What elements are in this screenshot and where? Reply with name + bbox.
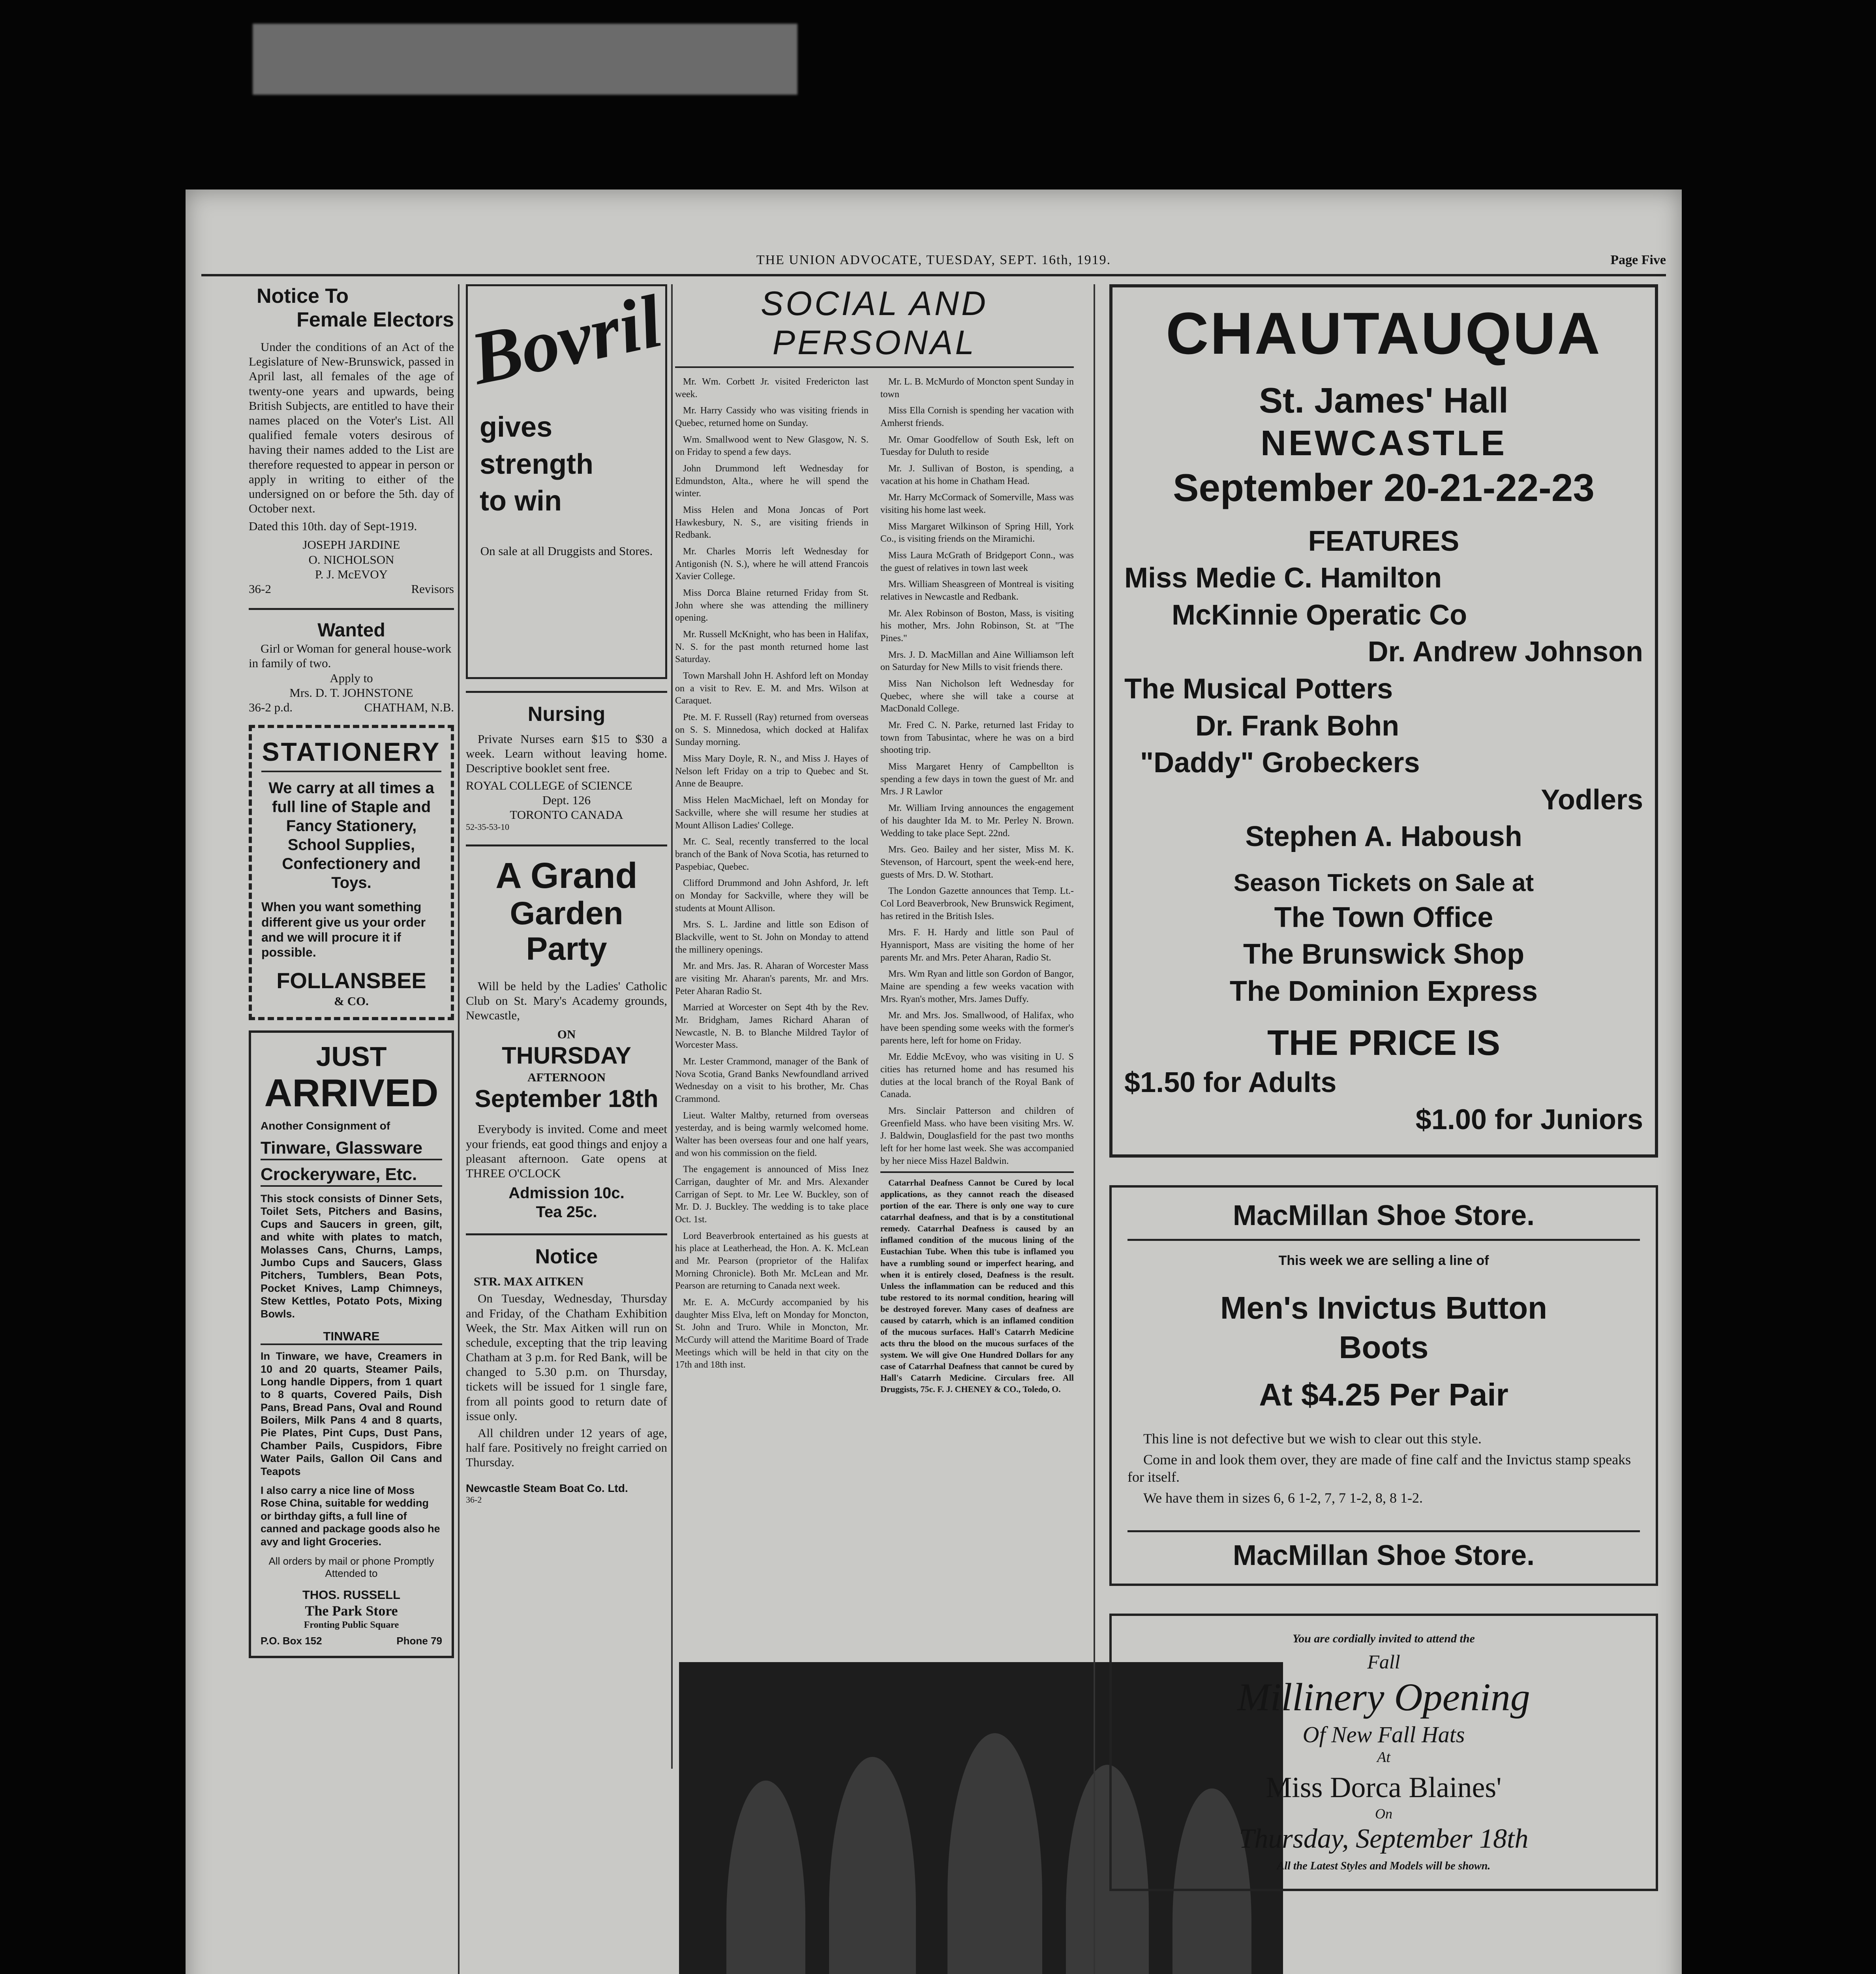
garden-on: ON [557,1027,576,1041]
store-phone: Phone 79 [396,1634,442,1647]
chautauqua-season: Season Tickets on Sale at [1233,869,1534,897]
social-item: Clifford Drummond and John Ashford, Jr. left on Monday for Sackville, where they will be students at Mount Allison. [675,878,869,914]
just-body: This stock consists of Dinner Sets, Toilet Sets, Pitchers and Basins, Cups and Saucers in green, gilt, and white with plates to match, Molasses Cans, Churns, Lamps, Jumbo Cups and Saucers, Glass Pitchers, Tumblers, Bean Pots, Pocket Knives, Lamp Chimneys, Stew Kettles, Potato Pots, Mixing Bowls. [261,1193,442,1320]
wanted-ad [249,608,454,715]
social-item: Lieut. Walter Maltby, returned from overseas yesterday, and is being warmly welcomed home. Walter has been overseas four and one half years, and won his commission on the field. [675,1110,869,1158]
social-item: Mrs. Geo. Bailey and her sister, Miss M. K. Stevenson, of Harcourt, spent the week-end here, guests of Mrs. D. W. Stothart. [880,844,1074,880]
social-item: Mr. Russell McKnight, who has been in Halifax, N. S. for the past month returned home last Saturday. [675,629,869,665]
steamboat-body-2: All children under 12 years of age, half fare. Positively no freight carried on Thursday. [466,1426,667,1469]
column-rule [1094,284,1095,1974]
catarrh-ad: Catarrhal Deafness Cannot be Cured by local applications, as they cannot reach the diseased portion of the ear. There is only one way to cure catarrhal deafness, and that is by a constitutional remedy. Catarrhal Deafness is caused by an inflamed condition of the mucous lining of the Eustachian Tube. When this tube is inflamed you have a rumbling sound or imperfect hearing, and when it is entirely closed, Deafness is the result. Unless the inflammation can be reduced and this tube restored to its normal condition, hearing will be destroyed forever. Many cases of deafness are caused by catarrh, which is an inflamed condition of the mucous surfaces. Hall's Catarrh Medicine acts thru the blood on the mucous surfaces of the system. We will give One Hundred Dollars for any case of Catarrhal Deafness that cannot be cured by Hall's Catarrh Medicine. Circulars free. All Druggists, 75c. F. J. CHENEY & CO., Toledo, O. [880,1171,1074,1395]
garden-date: September 18th [475,1085,658,1113]
newspaper-page [186,190,1682,1974]
social-item: Miss Nan Nicholson left Wednesday for Quebec, where she will take a course at MacDonald College. [880,679,1074,714]
social-item: Miss Helen and Mona Joncas of Port Hawkesbury, N. S., are visiting friends in Redbank. [675,505,869,540]
chautauqua-act: Dr. Frank Bohn [1195,710,1399,742]
just-title: JUST [316,1041,387,1072]
social-item: Mr. Omar Goodfellow of South Esk, left on Tuesday for Duluth to reside [880,434,1074,458]
chautauqua-ad [1109,284,1658,1158]
garden-body-2: Everybody is invited. Come and meet your friends, eat good things and enjoy a pleasant afternoon. Gate opens at THREE O'CLOCK [466,1122,667,1180]
social-right-column [880,376,1074,1399]
social-item: Miss Laura McGrath of Bridgeport Conn., was the guest of relatives in town last week [880,550,1074,573]
wanted-place: CHATHAM, N.B. [364,700,454,714]
chautauqua-junior: $1.00 for Juniors [1415,1103,1643,1135]
chautauqua-act: Yodlers [1541,784,1643,816]
signer: JOSEPH JARDINE [302,538,400,552]
macmillan-name: MacMillan Shoe Store. [1127,1199,1640,1241]
wanted-footer [249,700,454,715]
millinery-at: At [1377,1749,1390,1766]
millinery-of: Of New Fall Hats [1302,1722,1465,1748]
macmillan-p2: Come in and look them over, they are made of fine calf and the Invictus stamp speaks for itself. [1127,1452,1631,1485]
masthead: THE UNION ADVOCATE, TUESDAY, SEPT. 16th, 1919. [756,253,1111,267]
garden-title-1: A Grand [495,855,638,896]
chautauqua-hall: St. James' Hall [1259,381,1508,420]
tinware-body: In Tinware, we have, Creamers in 10 and 20 quarts, Steamer Pails, Long handle Dippers, from 1 quart to 8 quarts, Covered Pails, Dish Pans, Bread Pans, Oval and Round Boilers, Milk Pans 4 and 8 quarts, Pie Plates, Pint Cups, Dust Pans, Chamber Pails, Cuspidors, Fibre Water Pails, Gallon Oil Cans and Teapots [261,1350,442,1477]
steamboat-code: 36-2 [466,1495,482,1505]
chautauqua-act: The Musical Potters [1124,673,1393,705]
social-columns [675,376,1074,1399]
social-item: Mrs. J. D. MacMillan and Aine Williamson left on Saturday for New Mills to visit friends there. [880,649,1074,673]
millinery-fall: Fall [1367,1651,1400,1673]
stationery-body-2: When you want something different give us your order and we will procure it if possible. [261,900,426,960]
store-loc: Fronting Public Square [304,1619,399,1630]
just-goods-2: Crockeryware, Etc. [261,1164,442,1187]
notice-footer [249,582,454,596]
social-item: Mr. Wm. Corbett Jr. visited Fredericton last week. [675,377,869,400]
photo-figure [829,1757,916,1974]
stationery-ad [249,725,454,1020]
column-rule [671,284,673,1769]
social-item: Miss Margaret Henry of Campbellton is spending a few days in town the guest of Mr. and Mrs. J R Lawlor [880,762,1074,797]
signer: O. NICHOLSON [308,552,394,567]
social-item: Mr. Harry McCormack of Somerville, Mass was visiting his home last week. [880,492,1074,516]
garden-title-2: Garden Party [510,895,623,967]
millinery-who: Miss Dorca Blaines' [1266,1771,1502,1804]
social-item: Mr. and Mrs. Jas. R. Aharan of Worcester Mass are visiting Mr. Aharan's parents, Mr. and Mrs. Peter Aharan Radio St. [675,961,869,996]
bovril-tag-2: strength [480,448,593,480]
social-item: Miss Mary Doyle, R. N., and Miss J. Hayes of Nelson left Friday on a trip to Quebec and St. Anne de Beaupre. [675,754,869,789]
store-name: The Park Store [305,1602,398,1619]
chautauqua-act: "Daddy" Grobeckers [1140,747,1420,779]
just-arrived-ad [249,1030,454,1658]
notice-subtitle: Female Electors [296,308,454,331]
macmillan-price: At $4.25 Per Pair [1259,1377,1508,1413]
bovril-tag-3: to win [480,485,562,517]
chautauqua-title: CHAUTAUQUA [1166,300,1602,366]
social-item: Miss Margaret Wilkinson of Spring Hill, York Co., is visiting friends on the Miramichi. [880,521,1074,544]
chautauqua-venue: The Brunswick Shop [1243,938,1525,970]
social-right-items [880,376,1074,1167]
steamboat-notice [466,1233,667,1505]
social-item: John Drummond left Wednesday for Edmundston, Alta., where he will spend the winter. [675,463,869,499]
nursing-ad [466,691,667,833]
nursing-title: Nursing [527,703,606,726]
social-item: Wm. Smallwood went to New Glasgow, N. S. on Friday to spend a few days. [675,434,869,458]
garden-body: Will be held by the Ladies' Catholic Club on St. Mary's Academy grounds, Newcastle, [466,979,667,1023]
wanted-code: 36-2 p.d. [249,700,293,714]
millinery-title: Millinery Opening [1237,1675,1530,1719]
notice-title: Notice To [257,285,349,308]
macmillan-product-2: Boots [1339,1330,1429,1365]
signer: P. J. McEVOY [315,567,388,581]
social-item: The engagement is announced of Miss Inez Carrigan, daughter of Mr. and Mrs. Alexander Carrigan of Sept. to Mr. Lee W. Buckley, son of Mr. D. J. Buckley. The wedding is to take place Oct. 1st. [675,1164,869,1225]
social-item: Mrs. F. H. Hardy and little son Paul of Hyannisport, Mass are visiting the home of her parents Mr. and Mrs. Peter Aharan, Radio St. [880,927,1074,963]
steamboat-body: On Tuesday, Wednesday, Thursday and Friday, of the Chatham Exhibition Week, the Str. Max Aitken will run on schedule, excepting that the trip leaving Chatham at 3 p.m. for Red Bank, will be changed to 5.30 p.m. on Thursday, tickets will be issued for 1 single fare, from all points good to return date of issue only. [466,1291,667,1423]
garden-admission: Admission 10c. [508,1184,625,1202]
garden-time: AFTERNOON [527,1070,606,1084]
wanted-who: Mrs. D. T. JOHNSTONE [289,685,413,700]
social-item: The London Gazette announces that Temp. Lt.-Col Lord Beaverbrook, New Brunswick Regiment, has retired in the British Isles. [880,886,1074,921]
china-body: I also carry a nice line of Moss Rose China, suitable for wedding or birthday gifts, a full line of canned and package goods also he avy and light Groceries. [261,1484,440,1548]
stationery-body: We carry at all times a full line of Staple and Fancy Stationery, School Supplies, Confectionery and Toys. [268,779,434,892]
bovril-tag-1: gives [480,411,553,443]
wanted-body: Girl or Woman for general house-work in family of two. [249,642,452,670]
store-contact [261,1635,442,1647]
social-left-column [675,376,869,1399]
nursing-code: 52-35-53-10 [466,822,509,832]
chautauqua-features: FEATURES [1308,525,1460,557]
notice-dated: Dated this 10th. day of Sept-1919. [249,519,417,533]
millinery-invite: You are cordially invited to attend the [1293,1632,1475,1646]
chautauqua-town: NEWCASTLE [1261,424,1507,463]
bovril-logo: Bovril [464,280,669,401]
macmillan-p1: This line is not defective but we wish to clear out this style. [1143,1431,1482,1447]
nursing-dept: Dept. 126 [542,793,591,807]
millinery-note: All the Latest Styles and Models will be shown. [1277,1860,1491,1873]
notice-female-electors [249,284,454,596]
stationery-title: STATIONERY [261,737,441,772]
social-item: Miss Dorca Blaine returned Friday from St. John where she was attending the millinery opening. [675,588,869,623]
chautauqua-venue: The Dominion Express [1229,975,1538,1007]
owner-name: THOS. RUSSELL [302,1588,400,1602]
social-item: Miss Ella Cornish is spending her vacation with Amherst friends. [880,405,1074,429]
chautauqua-adult: $1.50 for Adults [1124,1067,1337,1099]
chautauqua-venue: The Town Office [1274,901,1493,933]
just-goods-1: Tinware, Glassware [261,1138,442,1160]
social-item: Mrs. Wm Ryan and little son Gordon of Bangor, Maine are spending a few weeks vacation with Mrs. Ryan's mother, Mrs. James Duffy. [880,969,1074,1004]
social-item: Mr. Charles Morris left Wednesday for Antigonish (N. S.), where he will attend Francois Xavier College. [675,546,869,582]
orders-note: All orders by mail or phone Promptly Attended to [268,1555,434,1580]
millinery-ad [1109,1614,1658,1891]
social-item: Lord Beaverbrook entertained as his guests at his place at Leatherhead, the Hon. A. K. McLean and Mr. Pearson (proprietor of the Halifax Morning Chronicle). Both Mr. McLean and Mr. Pearson are returning to Canada next week. [675,1231,869,1291]
notice-body: Under the conditions of an Act of the Legislature of New-Brunswick, passed in April last, all females of the age of twenty-one years and upwards, being British Subjects, are entitled to have their names placed on the Voter's List. All qualified female voters desirous of having their names added to the List are therefore requested to appear in person or apply in writing to either of the undersigned on or before the 5th. day of October next. [249,340,454,516]
steamboat-company: Newcastle Steam Boat Co. Ltd. [466,1482,628,1494]
macmillan-name-footer: MacMillan Shoe Store. [1127,1530,1640,1572]
photo-figure [726,1781,805,1974]
column-4 [1109,284,1658,1974]
just-sub: Another Consignment of [261,1119,390,1132]
nursing-body: Private Nurses earn $15 to $30 a week. Learn without leaving home. Descriptive booklet sent free. [466,732,667,775]
social-item: Mrs. Sinclair Patterson and children of Greenfield Mass. who have been visiting Mrs. W. J. Baldwin, Douglasfield for the past two months left for her home last week. She was accompanied by her niece Miss Hazel Baldwin. [880,1105,1074,1166]
social-item: Mr. Lester Crammond, manager of the Bank of Nova Scotia, Grand Banks Newfoundland arrived Wednesday on a visit to his brother, Mr. Chas Crammond. [675,1056,869,1104]
nursing-city: TORONTO CANADA [510,807,623,822]
social-item: Mr. and Mrs. Jos. Smallwood, of Halifax, who have been spending some weeks with the former's parents here, left for home on Friday. [880,1010,1074,1046]
stationery-shop: FOLLANSBEE [276,968,426,993]
social-item: Mr. J. Sullivan of Boston, is spending, a vacation at his home in Chatham Head. [880,463,1074,486]
garden-day: THURSDAY [502,1042,631,1069]
garden-party-ad [466,844,667,1222]
social-item: Mrs. S. L. Jardine and little son Edison of Blackville, went to St. John on Monday to attend the millinery openings. [675,919,869,955]
social-item: Mr. L. B. McMurdo of Moncton spent Sunday in town [880,377,1074,400]
bovril-sale: On sale at all Druggists and Stores. [480,544,653,558]
wanted-apply: Apply to [330,671,373,685]
notice-role: Revisors [411,582,454,596]
arrived-title: ARRIVED [264,1071,439,1115]
macmillan-intro: This week we are selling a line of [1278,1253,1489,1268]
macmillan-product-1: Men's Invictus Button [1220,1290,1547,1326]
social-item: Mrs. William Sheasgreen of Montreal is visiting relatives in Newcastle and Redbank. [880,579,1074,602]
social-item: Mr. William Irving announces the engagement of his daughter Ida M. to Mr. Perley N. Brown. Wedding to take place Sept. 22nd. [880,803,1074,839]
garden-tea: Tea 25c. [536,1203,597,1221]
chautauqua-act: Dr. Andrew Johnson [1368,636,1643,668]
chautauqua-price: THE PRICE IS [1267,1023,1501,1063]
chautauqua-dates: September 20-21-22-23 [1173,466,1595,509]
millinery-on: On [1375,1806,1392,1822]
chautauqua-act: McKinnie Operatic Co [1172,599,1467,631]
wanted-title: Wanted [317,620,385,641]
column-3-social [675,284,1074,1650]
social-item: Mr. E. A. McCurdy accompanied by his daughter Miss Elva, left on Monday for Moncton, St. John and Truro. While in Moncton, Mr. McCurdy will attend the Maritime Board of Trade Meetings which will be held in that city on the 17th and 18th inst. [675,1297,869,1370]
tinware-title: TINWARE [261,1329,442,1345]
social-item: Mr. Fred C. N. Parke, returned last Friday to town from Tabusintac, where he was on a bird shooting trip. [880,720,1074,756]
social-item: Miss Helen MacMichael, left on Monday for Sackville, where she will resume her studies at Mount Allison Ladies' College. [675,795,869,831]
bovril-ad [464,280,669,679]
store-box: P.O. Box 152 [261,1634,322,1647]
photo-figure [947,1733,1042,1974]
masthead-bar [201,253,1666,276]
notice-code: 36-2 [249,582,271,596]
social-item: Mr. Harry Cassidy who was visiting friends in Quebec, returned home on Sunday. [675,405,869,429]
social-title: SOCIAL AND PERSONAL [675,284,1074,368]
chautauqua-act: Miss Medie C. Hamilton [1124,562,1442,594]
column-rule [458,284,460,1974]
steamboat-title: Notice [535,1245,598,1268]
social-item: Mr. C. Seal, recently transferred to the local branch of the Bank of Nova Scotia, has returned to Paspebiac, Quebec. [675,837,869,872]
page-number: Page Five [1610,253,1666,267]
social-item: Pte. M. F. Russell (Ray) returned from overseas on S. S. Minnedosa, which docked at Halifax Sunday morning. [675,712,869,748]
stationery-shop-2: & CO. [334,994,369,1008]
nursing-school: ROYAL COLLEGE of SCIENCE [466,778,632,792]
social-item: Mr. Eddie McEvoy, who was visiting in U. S cities has returned home and has resumed his duties at the local branch of the Royal Bank of Canada. [880,1052,1074,1100]
millinery-date: Thursday, September 18th [1239,1824,1529,1854]
chautauqua-act: Stephen A. Haboush [1245,821,1522,853]
macmillan-p3: We have them in sizes 6, 6 1-2, 7, 7 1-2, 8, 8 1-2. [1143,1490,1423,1506]
steamboat-name: STR. MAX AITKEN [474,1274,584,1289]
macmillan-ad [1109,1185,1658,1586]
social-item: Married at Worcester on Sept 4th by the Rev. Mr. Bridgham, James Richard Aharan of Newcastle, N. B. to Blanche Mildred Taylor of Worcester Mass. [675,1002,869,1051]
column-2 [464,280,669,1974]
social-item: Town Marshall John H. Ashford left on Monday on a visit to Rev. E. M. and Mrs. Wilson at Caraquet. [675,671,869,706]
scan-smudge [253,24,797,95]
social-item: Mr. Alex Robinson of Boston, Mass, is visiting his mother, Mrs. John Robinson, St. at "The Pines." [880,608,1074,644]
column-1 [249,284,454,1974]
